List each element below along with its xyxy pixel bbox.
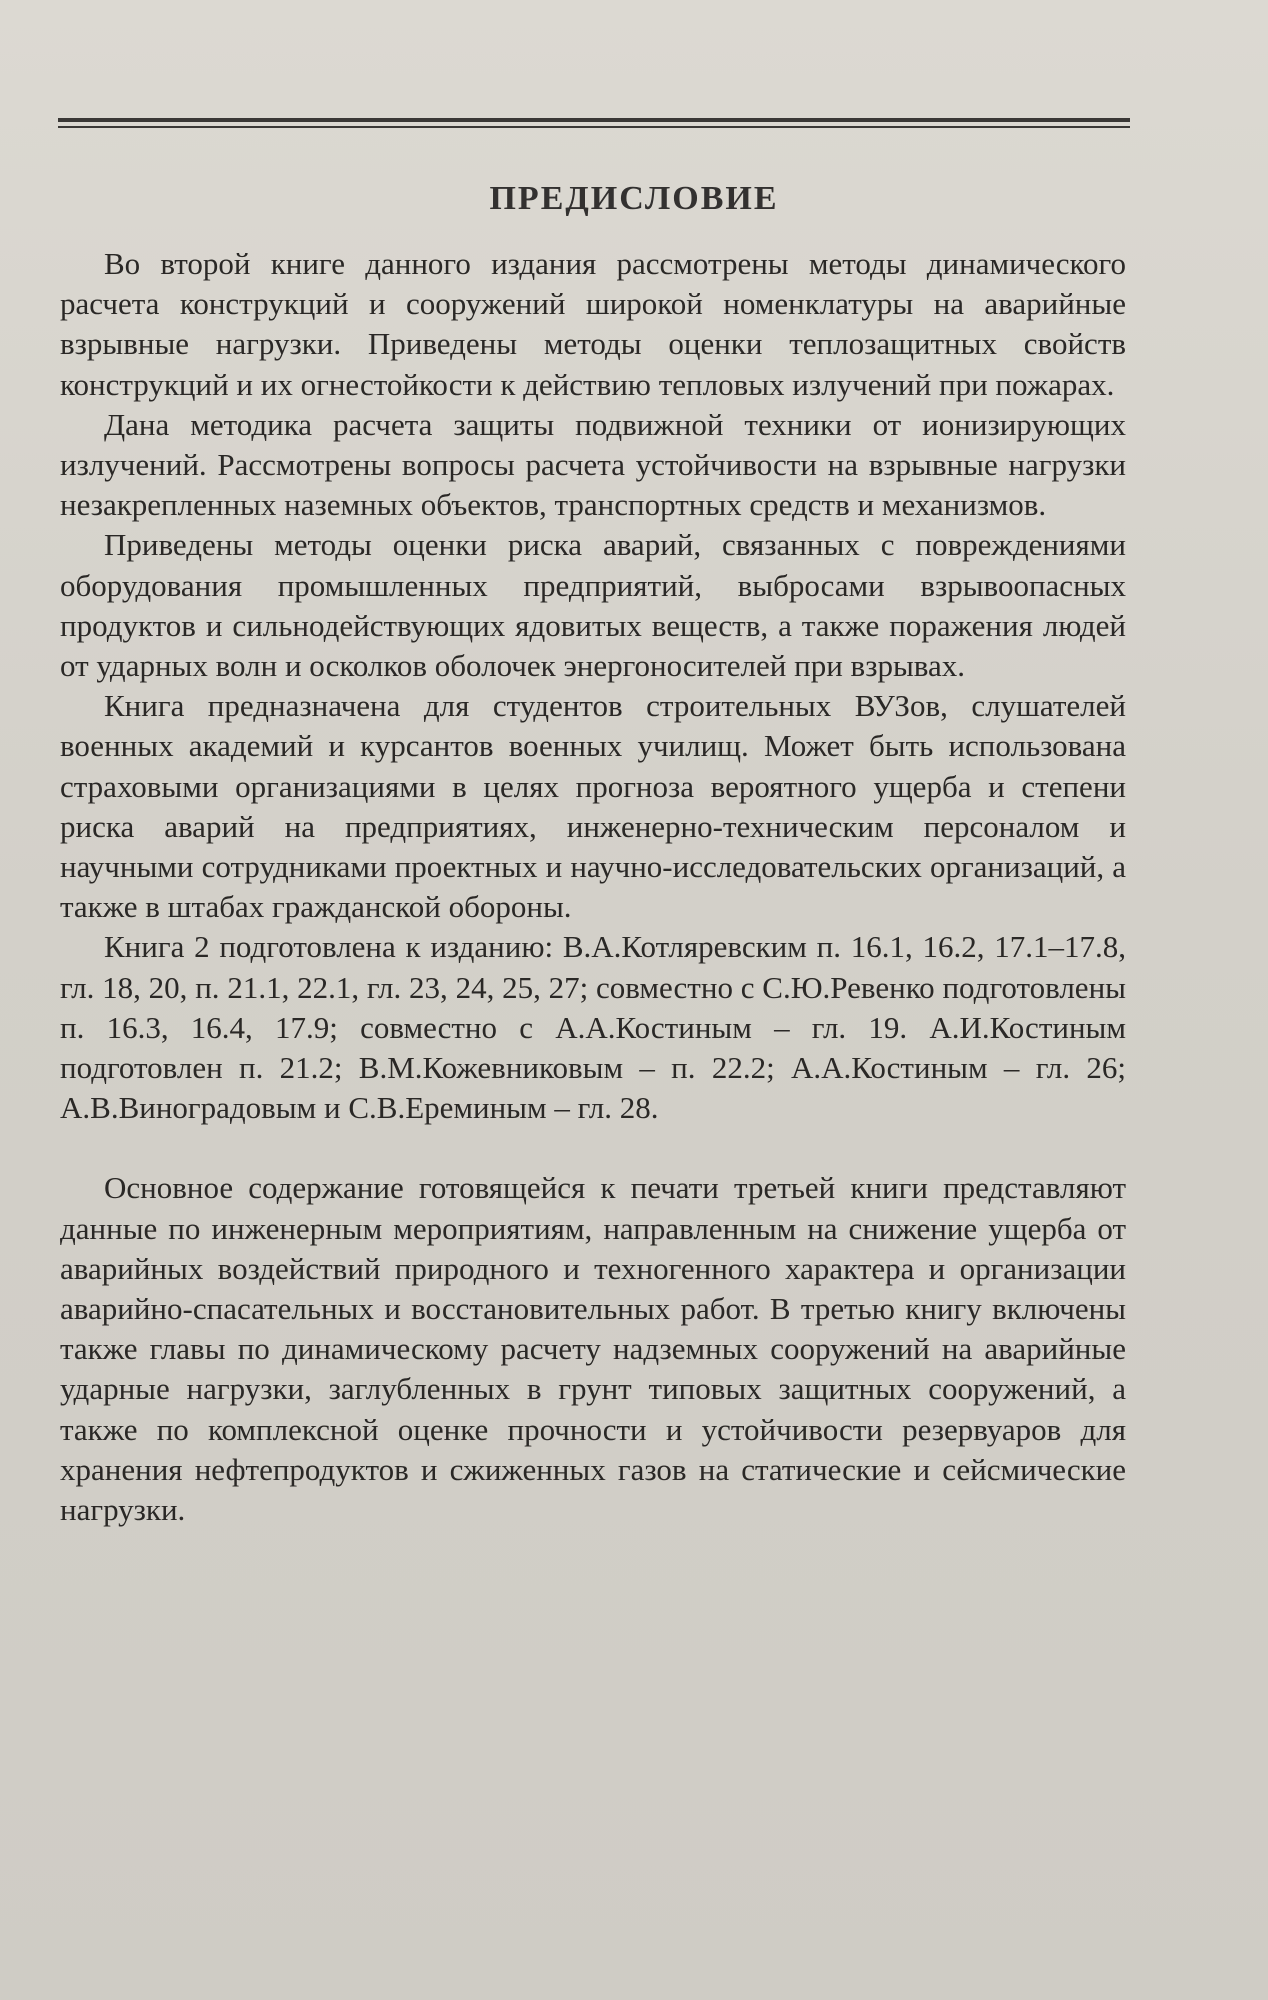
- paragraph-authors: Книга 2 подготовлена к изданию: В.А.Котляревским п. 16.1, 16.2, 17.1–17.8, гл. 18, 20, п. 21.1, 22.1, гл. 23, 24, 25, 27; совместно с С.Ю.Ревенко подготовлены п. 16.3, 16.4, 17.9; совместно с А.А.Костиным – гл. 19. А.И.Костиным подготовлен п. 21.2; В.М.Кожевниковым – п. 22.2; А.А.Костиным – гл. 26; А.В.Виноградовым и С.В.Ереминым – гл. 28.: [60, 929, 1126, 1126]
- header-rule-thick: [58, 118, 1130, 122]
- page-heading: ПРЕДИСЛОВИЕ: [489, 180, 779, 217]
- paragraph-book-two-scope: Во второй книге данного издания рассмотрены методы динамического расчета конструкций и сооружений широкой номенклатуры на аварийные взрывные нагрузки. Приведены методы оценки теплозащитных свойств конструкций и их огнестойкости к действию тепловых излучений при пожарах.: [60, 246, 1126, 402]
- body-text: [60, 244, 1126, 1530]
- paragraph-book-three: Основное содержание готовящейся к печати третьей книги представляют данные по инженерным мероприятиям, направленным на снижение ущерба от аварийных воздействий природного и техногенного характера и организации аварийно-спасательных и восстановительных работ. В третью книгу включены также главы по динамическому расчету надземных сооружений на аварийные ударные нагрузки, заглубленных в грунт типовых защитных сооружений, а также по комплексной оценке прочности и устойчивости резервуаров для хранения нефтепродуктов и сжиженных газов на статические и сейсмические нагрузки.: [60, 1170, 1126, 1528]
- paragraph-audience: Книга предназначена для студентов строительных ВУЗов, слушателей военных академий и курсантов военных училищ. Может быть использована страховыми организациями в целях прогноза вероятного ущерба и степени риска аварий на предприятиях, инженерно-техническим персоналом и научными сотрудниками проектных и научно-исследовательских организаций, а также в штабах гражданской обороны.: [60, 688, 1126, 925]
- paragraph-risk-assessment: Приведены методы оценки риска аварий, связанных с повреждениями оборудования промышленных предприятий, выбросами взрывоопасных продуктов и сильнодействующих ядовитых веществ, а также поражения людей от ударных волн и осколков оболочек энергоносителей при взрывах.: [60, 527, 1126, 684]
- header-rule-thin: [58, 126, 1130, 128]
- paragraph-radiation-protection: Дана методика расчета защиты подвижной техники от ионизирующих излучений. Рассмотрены вопросы расчета устойчивости на взрывные нагрузки незакрепленных наземных объектов, транспортных средств и механизмов.: [60, 406, 1126, 523]
